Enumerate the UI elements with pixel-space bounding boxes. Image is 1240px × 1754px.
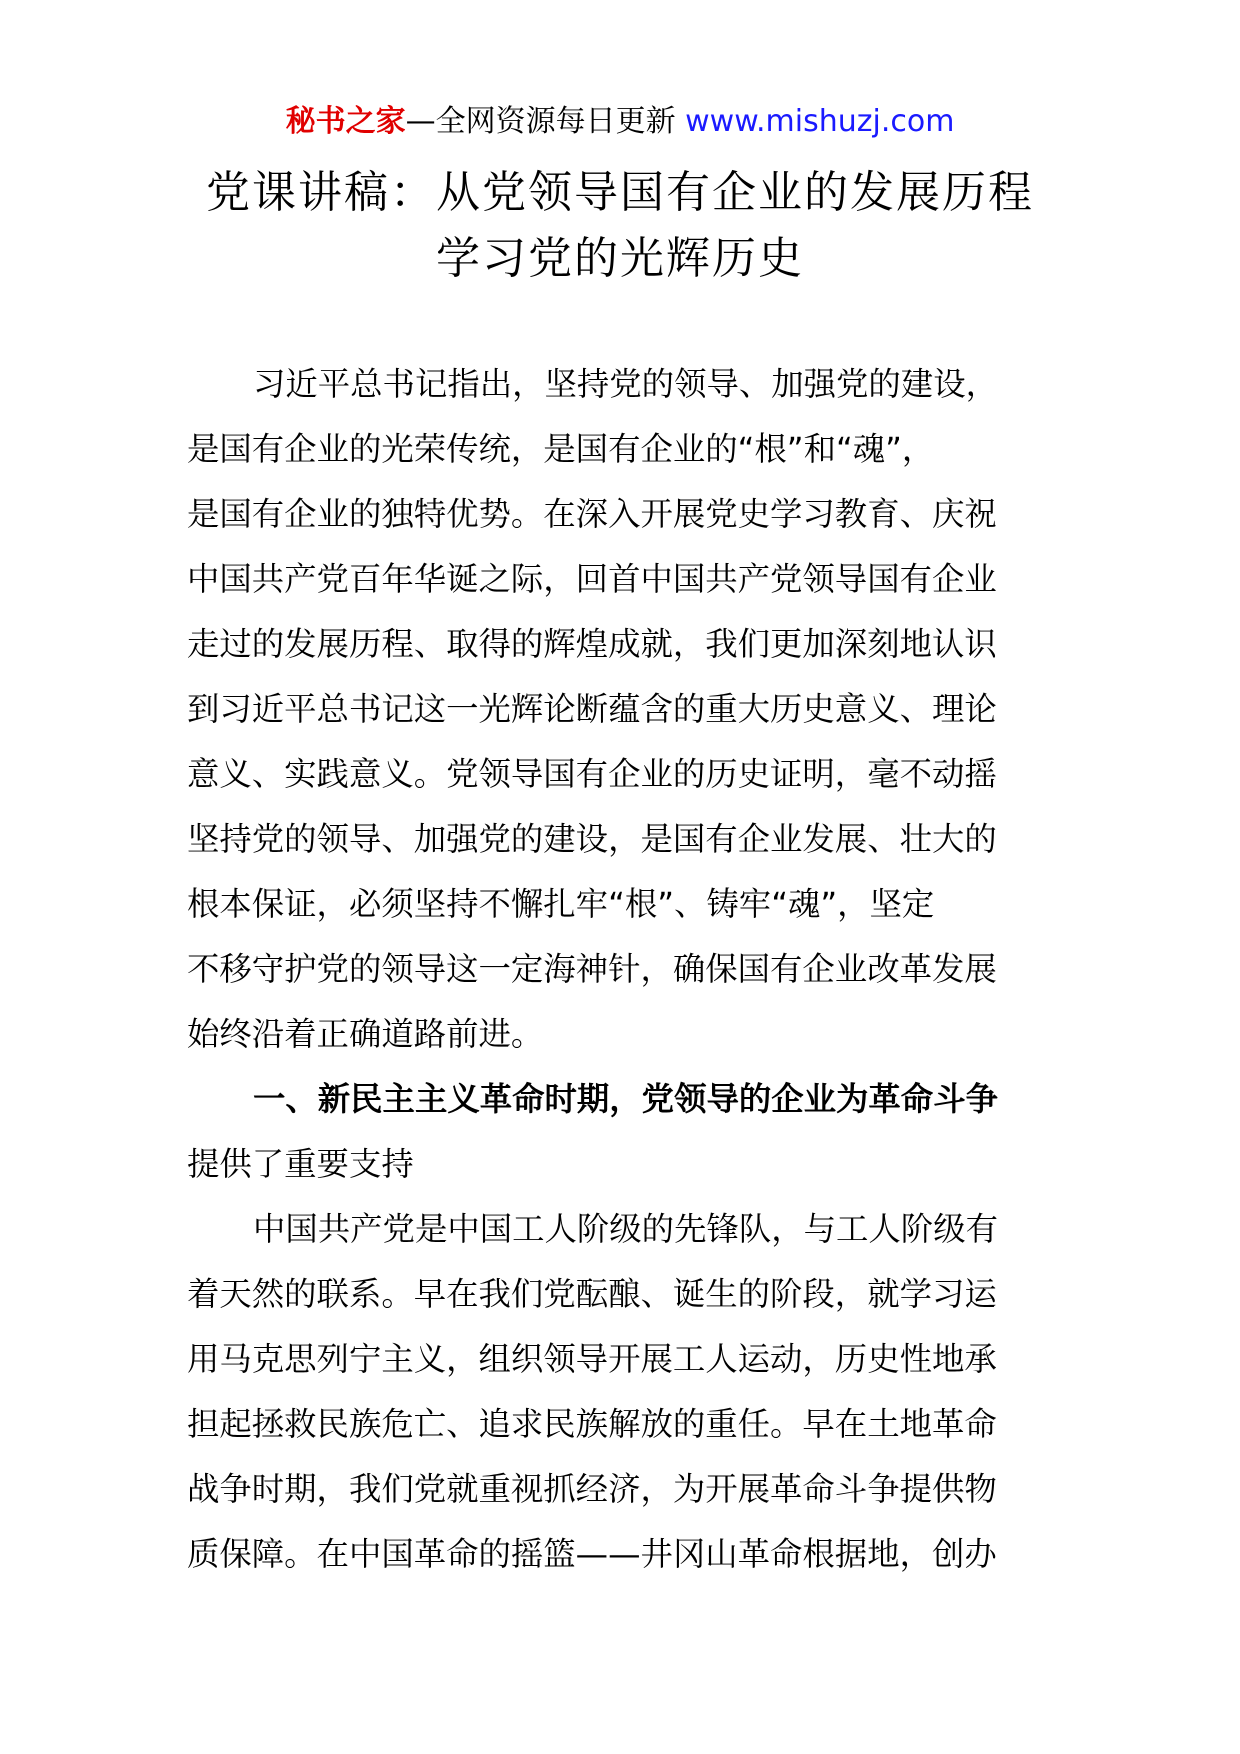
section-heading-line: 提供了重要支持 xyxy=(187,1145,414,1183)
paragraph-1-line: 始终沿着正确道路前进。 xyxy=(187,1015,544,1053)
paragraph-1-line: 走过的发展历程、取得的辉煌成就，我们更加深刻地认识 xyxy=(187,625,997,663)
paragraph-1-line: 意义、实践意义。党领导国有企业的历史证明，毫不动摇 xyxy=(187,755,997,793)
paragraph-2-line: 担起拯救民族危亡、追求民族解放的重任。早在土地革命 xyxy=(187,1405,997,1443)
paragraph-2-line: 用马克思列宁主义，组织领导开展工人运动，历史性地承 xyxy=(187,1340,997,1378)
paragraph-1-line: 是国有企业的光荣传统，是国有企业的“根”和“魂”， xyxy=(187,430,935,468)
paragraph-2-line: 质保障。在中国革命的摇篮——井冈山革命根据地，创办 xyxy=(187,1535,997,1573)
paragraph-2-line: 着天然的联系。早在我们党酝酿、诞生的阶段，就学习运 xyxy=(187,1275,997,1313)
paragraph-1-line: 习近平总书记指出，坚持党的领导、加强党的建设， xyxy=(253,365,998,403)
document-title xyxy=(0,160,1240,292)
site-url-link[interactable]: www.mishuzj.com xyxy=(685,104,955,139)
site-header xyxy=(0,100,1240,144)
paragraph-1-line: 不移守护党的领导这一定海神针，确保国有企业改革发展 xyxy=(187,950,997,988)
paragraph-2-line: 战争时期，我们党就重视抓经济，为开展革命斗争提供物 xyxy=(187,1470,997,1508)
paragraph-2-line: 中国共产党是中国工人阶级的先锋队，与工人阶级有 xyxy=(253,1210,998,1248)
paragraph-1-line: 坚持党的领导、加强党的建设，是国有企业发展、壮大的 xyxy=(187,820,997,858)
brand-name: 秘书之家 xyxy=(285,104,406,139)
title-line-1: 党课讲稿：从党领导国有企业的发展历程 xyxy=(206,167,1034,218)
paragraph-1-line: 是国有企业的独特优势。在深入开展党史学习教育、庆祝 xyxy=(187,495,997,533)
document-body xyxy=(187,352,1052,1587)
paragraph-1-line: 根本保证，必须坚持不懈扎牢“根”、铸牢“魂”，坚定 xyxy=(187,885,935,923)
section-heading-line: 一、新民主主义革命时期，党领导的企业为革命斗争 xyxy=(253,1080,998,1118)
header-tagline: —全网资源每日更新 xyxy=(405,104,686,139)
paragraph-1-line: 到习近平总书记这一光辉论断蕴含的重大历史意义、理论 xyxy=(187,690,997,728)
paragraph-1-line: 中国共产党百年华诞之际，回首中国共产党领导国有企业 xyxy=(187,560,997,598)
title-line-2: 学习党的光辉历史 xyxy=(436,233,804,284)
